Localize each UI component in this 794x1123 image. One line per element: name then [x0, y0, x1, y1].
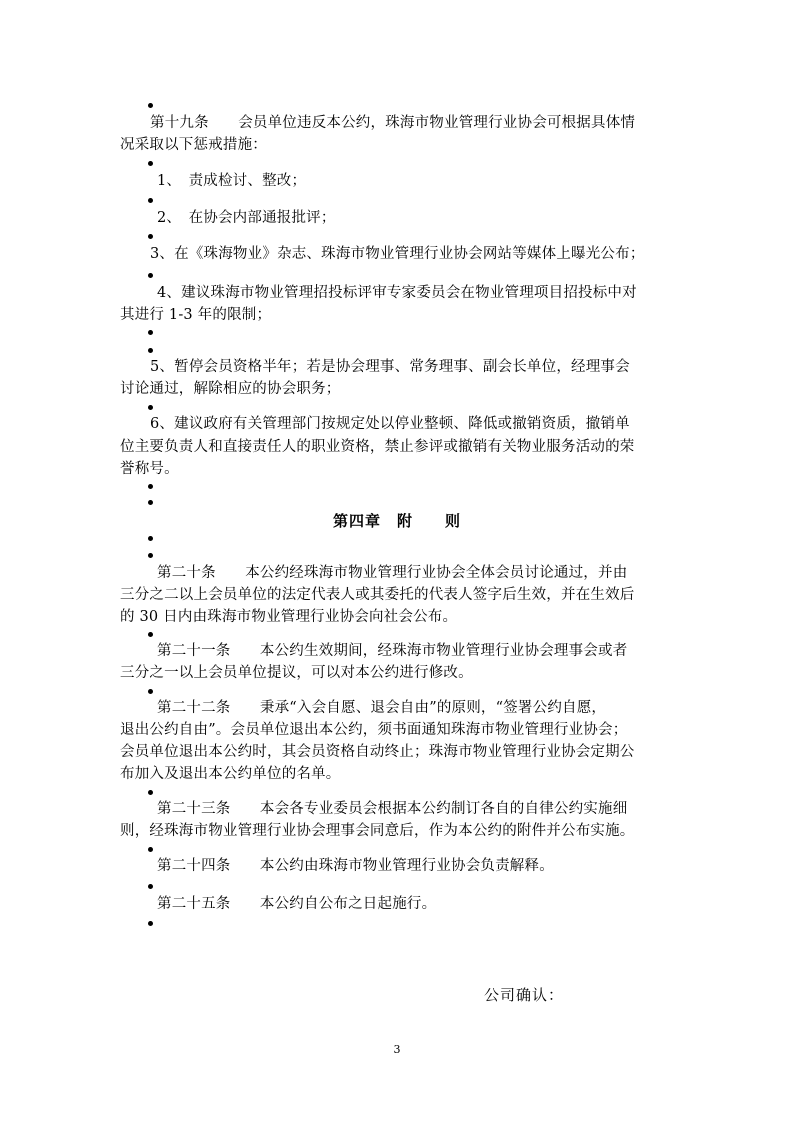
article-23-line-1: 第二十三条 本会各专业委员会根据本公约制订各自的自律公约实施细 — [157, 801, 628, 817]
item-6-line-1: 6、建议政府有关管理部门按规定处以停业整顿、降低或撤销资质，撤销单 — [150, 416, 630, 432]
item-1: 1、 责成检讨、整改； — [157, 173, 307, 189]
item-2: 2、 在协会内部通报批评； — [157, 210, 336, 226]
article-19-line-1: 第十九条 会员单位违反本公约，珠海市物业管理行业协会可根据具体情 — [150, 115, 636, 131]
bullet — [148, 536, 153, 541]
bullet — [148, 484, 153, 489]
bullet — [148, 330, 153, 335]
bullet — [148, 790, 153, 795]
article-21-line-2: 三分之一以上会员单位提议，可以对本公约进行修改。 — [120, 665, 473, 681]
bullet — [148, 921, 153, 926]
bullet — [148, 405, 153, 410]
bullet — [148, 689, 153, 694]
article-25-line-1: 第二十五条 本公约自公布之日起施行。 — [157, 896, 437, 912]
bullet — [148, 234, 153, 239]
article-22-line-1: 第二十二条 秉承“入会自愿、退会自由”的原则，“签署公约自愿， — [157, 700, 607, 716]
article-22-line-4: 布加入及退出本公约单位的名单。 — [120, 766, 341, 782]
article-20-line-2: 三分之二以上会员单位的法定代表人或其委托的代表人签字后生效，并在生效后 — [120, 587, 635, 603]
article-19-line-2: 况采取以下惩戒措施： — [120, 137, 267, 153]
item-6-line-2: 位主要负责人和直接责任人的职业资格，禁止参评或撤销有关物业服务活动的荣 — [120, 439, 635, 455]
bullet — [148, 553, 153, 558]
bullet — [148, 273, 153, 278]
item-4-line-2: 其进行 1-3 年的限制； — [120, 307, 272, 323]
item-4-line-1: 4、建议珠海市物业管理招投标评审专家委员会在物业管理项目招投标中对 — [157, 285, 637, 301]
bullet — [148, 103, 153, 108]
article-22-line-3: 会员单位退出本公约时，其会员资格自动终止；珠海市物业管理行业协会定期公 — [120, 744, 635, 760]
bullet — [148, 500, 153, 505]
article-21-line-1: 第二十一条 本公约生效期间，经珠海市物业管理行业协会理事会或者 — [157, 643, 628, 659]
item-5-line-1: 5、暂停会员资格半年；若是协会理事、常务理事、副会长单位，经理事会 — [150, 359, 630, 375]
bullet — [148, 632, 153, 637]
item-6-line-3: 誉称号。 — [120, 461, 179, 477]
bullet — [148, 884, 153, 889]
bullet — [148, 198, 153, 203]
page-number: 3 — [393, 1043, 401, 1056]
bullet — [148, 847, 153, 852]
item-5-line-2: 讨论通过，解除相应的协会职务； — [120, 381, 341, 397]
bullet — [148, 348, 153, 353]
item-3: 3、在《珠海物业》杂志、珠海市物业管理行业协会网站等媒体上曝光公布； — [150, 246, 645, 262]
chapter-4-heading: 第四章 附 则 — [332, 512, 461, 530]
article-20-line-1: 第二十条 本公约经珠海市物业管理行业协会全体会员讨论通过，并由 — [157, 565, 628, 581]
article-24-line-1: 第二十四条 本公约由珠海市物业管理行业协会负责解释。 — [157, 858, 554, 874]
article-20-line-3: 的 30 日内由珠海市物业管理行业协会向社会公布。 — [120, 609, 458, 625]
bullet — [148, 161, 153, 166]
company-confirmation-label: 公司确认： — [484, 986, 565, 1004]
article-22-line-2: 退出公约自由”。会员单位退出本公约，须书面通知珠海市物业管理行业协会； — [120, 722, 628, 738]
article-23-line-2: 则，经珠海市物业管理行业协会理事会同意后，作为本公约的附件并公布实施。 — [120, 823, 635, 839]
